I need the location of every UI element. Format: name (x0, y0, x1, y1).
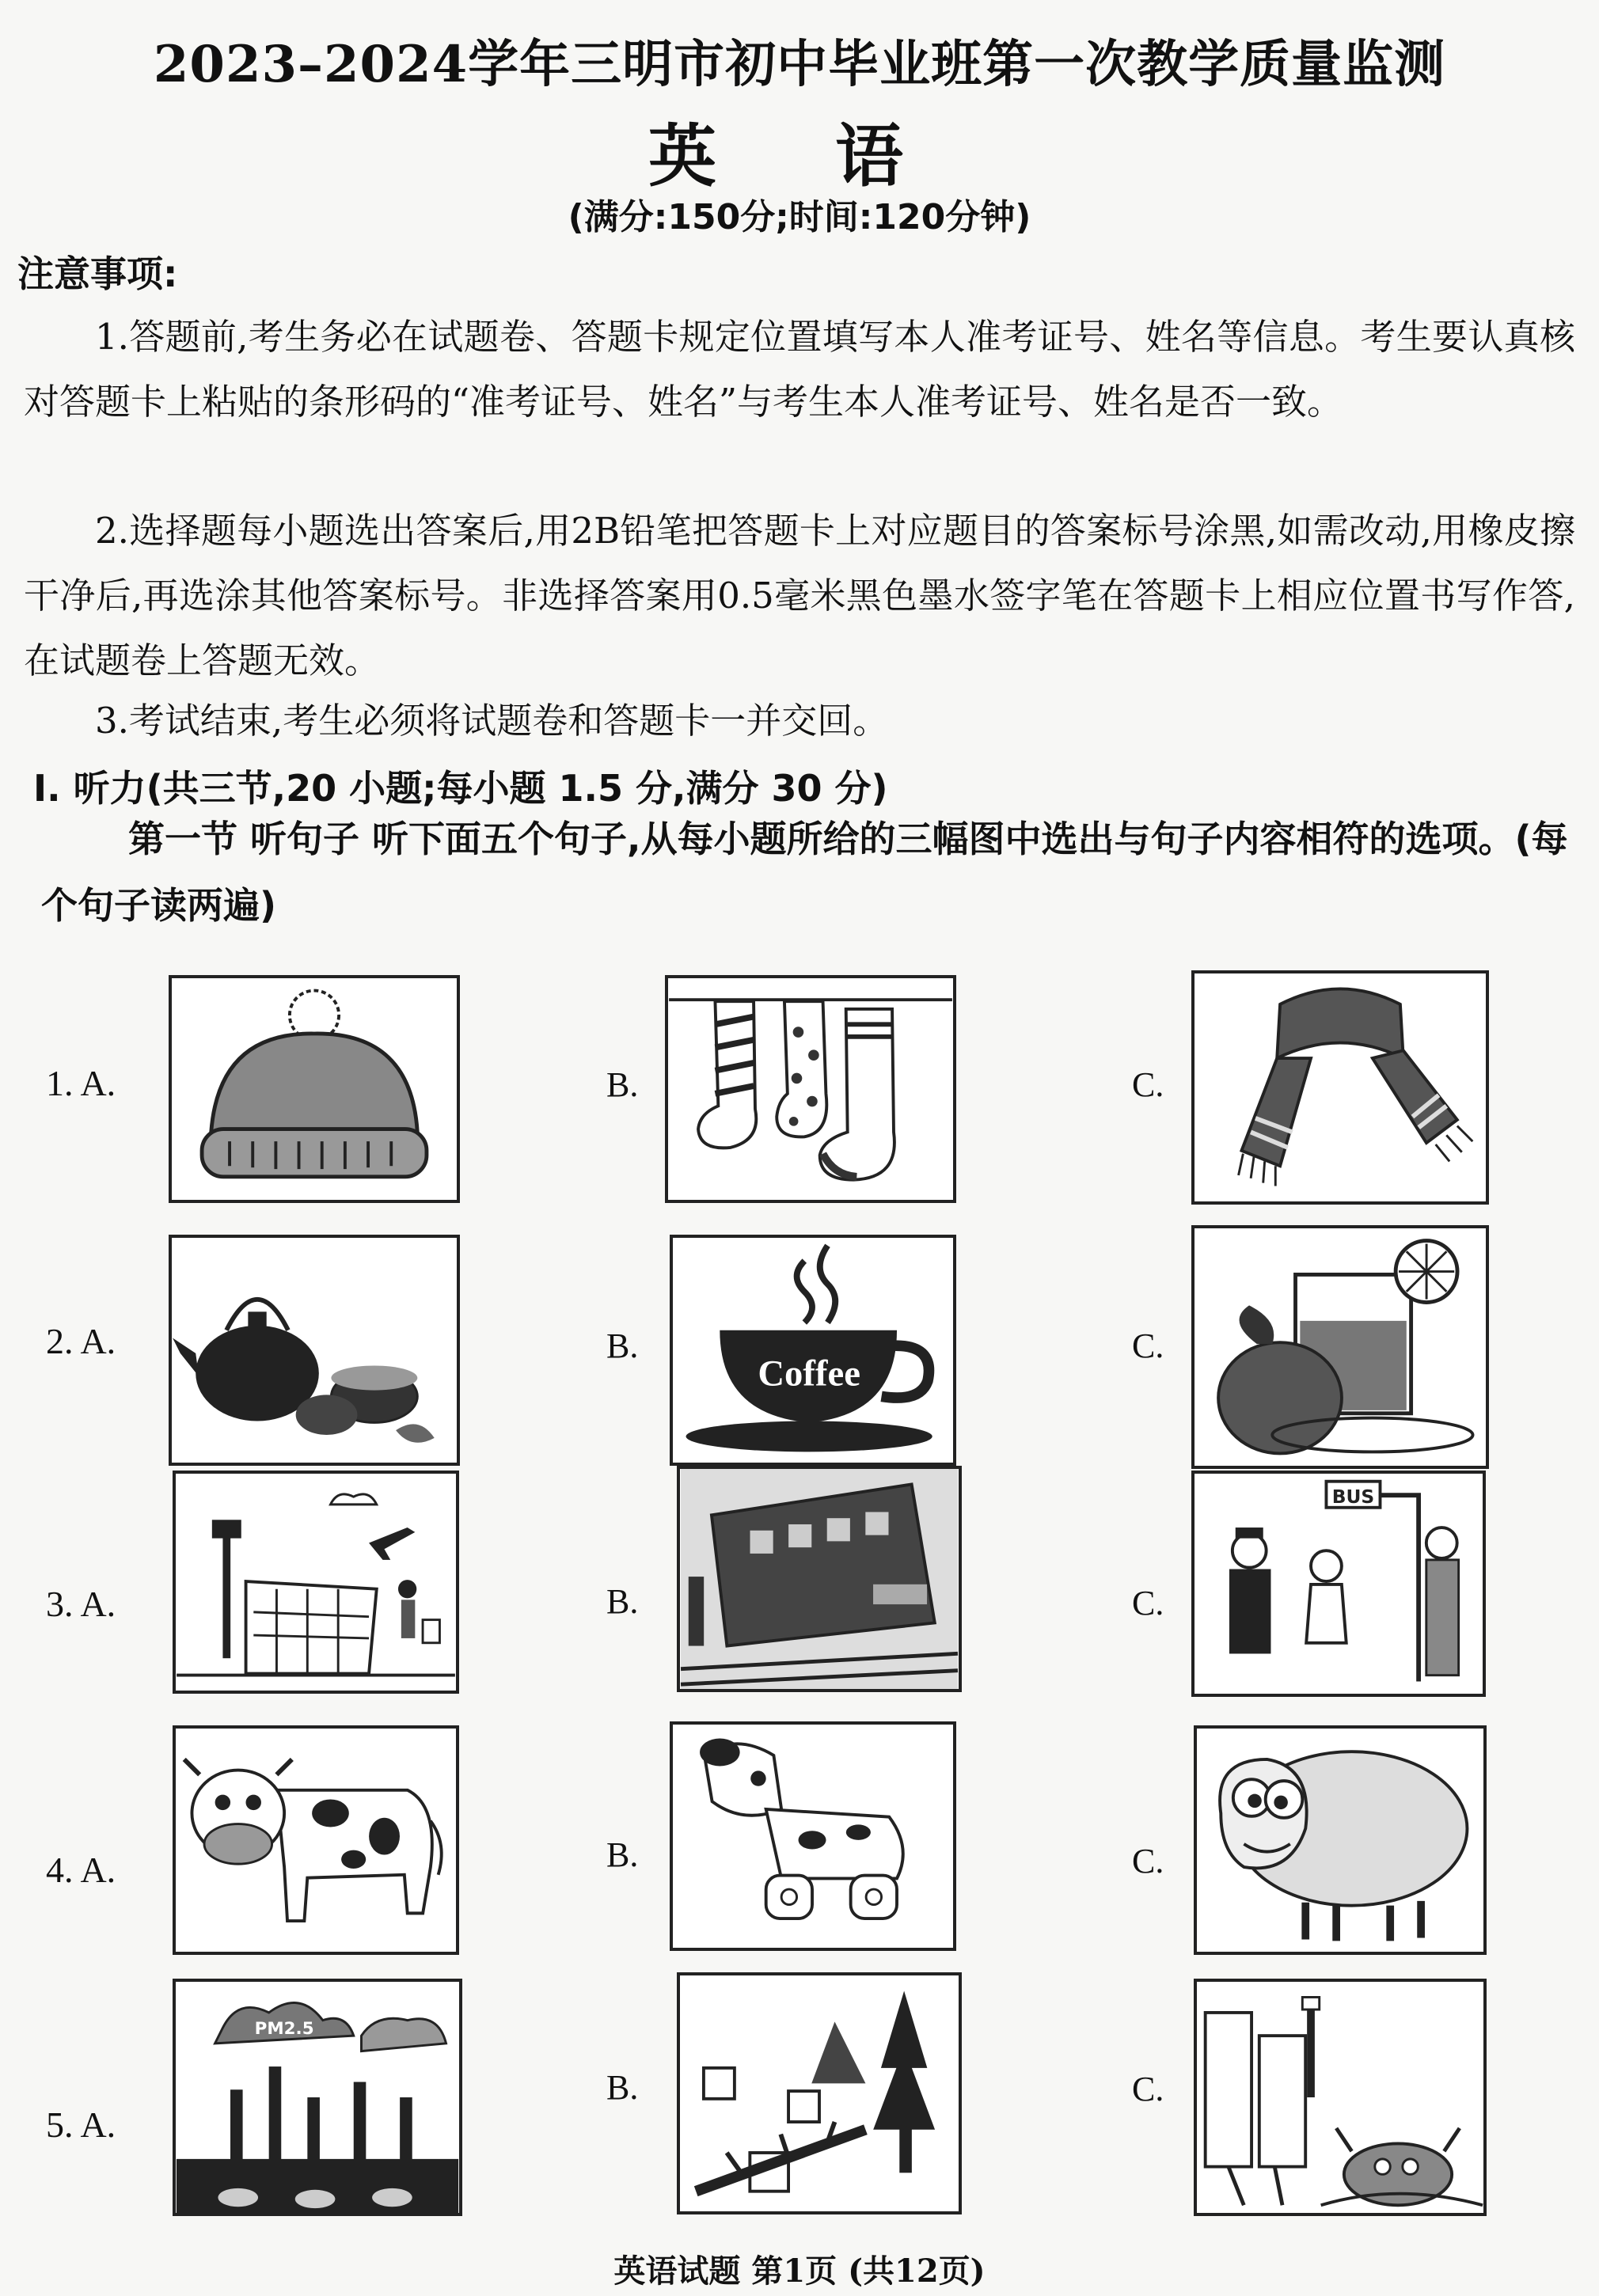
q2-option-c-label: C. (1132, 1326, 1164, 1365)
note-item-1: 1.答题前,考生务必在试题卷、答题卡规定位置填写本人准考证号、姓名等信息。考生要认真核对答题卡上粘贴的条形码的“准考证号、姓名”与考生本人准考证号、姓名是否一致。 (24, 316, 1575, 423)
air-pollution-icon (176, 1982, 459, 2213)
teapot-icon (172, 1238, 457, 1463)
socks-icon (668, 978, 953, 1200)
q3-option-b-image[interactable] (677, 1466, 962, 1692)
bus-sign-text: BUS (1331, 1486, 1375, 1508)
notes-heading: 注意事项: (17, 252, 178, 295)
q1-label: 1. A. (46, 1063, 116, 1103)
q3-option-c-label: C. (1132, 1584, 1164, 1622)
cow-icon (176, 1729, 456, 1952)
q2-option-c-image[interactable] (1191, 1225, 1489, 1469)
q2-option-b-image[interactable] (670, 1235, 956, 1466)
q5-option-b-label: B. (606, 2068, 639, 2107)
page-footer: 英语试题 第1页 (共12页) (613, 2252, 986, 2290)
q1-option-c-label: C. (1132, 1065, 1164, 1104)
note-item-2: 2.选择题每小题选出答案后,用2B铅笔把答题卡上对应题目的答案标号涂黑,如需改动,用橡皮擦干净后,再选涂其他答案标号。非选择答案用0.5毫米黑色墨水签字笔在答题卡上相应位置书写作答,在试题卷上答题无效。 (24, 510, 1575, 681)
robot-dog-icon (673, 1725, 953, 1948)
q3-option-a-image[interactable] (173, 1471, 459, 1694)
exam-title: 2023–2024学年三明市初中毕业班第一次教学质量监测 (153, 35, 1446, 94)
bus-stop-icon (1195, 1474, 1483, 1694)
listening-section-title: I. 听力(共三节,20 小题;每小题 1.5 分,满分 30 分) (33, 767, 888, 810)
q5-option-c-label: C. (1132, 2070, 1164, 2108)
q1-option-b-label: B. (606, 1065, 639, 1104)
subject-title: 英 语 (648, 116, 951, 196)
coffee-cup-text: Coffee (758, 1353, 860, 1395)
scarf-icon (1195, 973, 1486, 1201)
note-item-3: 3.考试结束,考生必须将试题卷和答题卡一并交回。 (95, 700, 889, 742)
q5-label: 5. A. (46, 2104, 116, 2145)
q3-label: 3. A. (46, 1584, 116, 1624)
water-pollution-icon (1197, 1982, 1483, 2213)
q4-option-b-label: B. (606, 1835, 639, 1874)
airport-icon (176, 1474, 456, 1691)
train-icon (680, 1469, 959, 1689)
q4-label: 4. A. (46, 1850, 116, 1890)
q5-option-a-image[interactable] (173, 1979, 462, 2216)
q4-option-c-image[interactable] (1194, 1725, 1487, 1955)
sheep-icon (1197, 1729, 1483, 1952)
q1-option-b-image[interactable] (665, 975, 956, 1203)
q1-option-c-image[interactable] (1191, 970, 1489, 1205)
q4-option-c-label: C. (1132, 1842, 1164, 1880)
q5-option-c-image[interactable] (1194, 1979, 1487, 2216)
q2-option-b-label: B. (606, 1326, 639, 1365)
q2-option-a-image[interactable] (169, 1235, 460, 1466)
q4-option-b-image[interactable] (670, 1721, 956, 1951)
q1-option-a-image[interactable] (169, 975, 460, 1203)
q4-option-a-image[interactable] (173, 1725, 459, 1955)
q3-option-c-image[interactable] (1191, 1471, 1486, 1697)
q2-label: 2. A. (46, 1321, 116, 1361)
knit-hat-icon (172, 978, 457, 1200)
juice-icon (1195, 1228, 1486, 1466)
pm25-label: PM2.5 (254, 2019, 314, 2040)
q3-option-b-label: B. (606, 1582, 639, 1621)
section1-instructions: 第一节 听句子 听下面五个句子,从每小题所给的三幅图中选出与句子内容相符的选项。(每个句子读两遍) (41, 818, 1568, 927)
score-time-info: (满分:150分;时间:120分钟) (568, 197, 1031, 237)
coffee-cup-icon (673, 1238, 953, 1463)
deforestation-icon (680, 1975, 959, 2211)
q5-option-b-image[interactable] (677, 1972, 962, 2214)
